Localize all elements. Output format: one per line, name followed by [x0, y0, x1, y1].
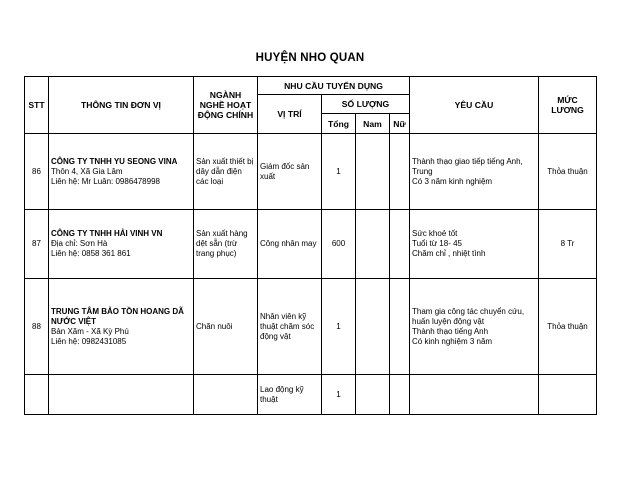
row-requirements: Thành thạo giao tiếp tiếng Anh, Trung Có 3 năm kinh nghiệm [410, 134, 539, 210]
header-male: Nam [356, 114, 390, 134]
row-salary: 8 Tr [539, 210, 597, 279]
header-salary: MỨC LƯƠNG [539, 77, 597, 134]
row-salary: Thỏa thuận [539, 279, 597, 375]
row-salary: Thỏa thuận [539, 134, 597, 210]
row-total: 1 [322, 279, 356, 375]
row-requirements [410, 375, 539, 415]
recruitment-table [24, 76, 597, 415]
header-requirements: YÊU CẦU [410, 77, 539, 134]
row-stt: 87 [25, 210, 49, 279]
page-title: HUYỆN NHO QUAN [255, 52, 365, 64]
row-total: 1 [322, 375, 356, 415]
row-male [356, 375, 390, 415]
header-total: Tổng [322, 114, 356, 134]
row-unit-info: CÔNG TY TNHH HẢI VINH VN Địa chỉ: Sơn Hà Liên hệ: 0858 361 861 [49, 210, 194, 279]
row-male [356, 210, 390, 279]
row-total: 1 [322, 134, 356, 210]
row-stt: 86 [25, 134, 49, 210]
row-position: Lao động kỹ thuật [258, 375, 322, 415]
row-position: Giám đốc sản xuất [258, 134, 322, 210]
row-industry [194, 375, 258, 415]
header-stt: STT [25, 77, 49, 134]
row-male [356, 279, 390, 375]
row-total: 600 [322, 210, 356, 279]
header-quantity: SỐ LƯỢNG [322, 95, 410, 114]
row-requirements: Sức khoẻ tốt Tuổi từ 18- 45 Chăm chỉ , nhiệt tình [410, 210, 539, 279]
row-requirements: Tham gia công tác chuyển cứu, huấn luyện động vật Thành thạo tiếng Anh Có kinh nghiệm 3 năm [410, 279, 539, 375]
row-unit-info: CÔNG TY TNHH YU SEONG VINA Thôn 4, Xã Gia Lâm Liên hệ: Mr Luân: 0986478998 [49, 134, 194, 210]
row-unit-info: TRUNG TÂM BẢO TỒN HOANG DÃ NƯỚC VIỆT Bản Xăm - Xã Kỳ Phú Liên hệ: 0982431085 [49, 279, 194, 375]
table-row [25, 210, 597, 279]
header-info: THÔNG TIN ĐƠN VỊ [49, 77, 194, 134]
table-row [25, 375, 597, 415]
row-industry: Sản xuất hàng dệt sẵn (trừ trang phục) [194, 210, 258, 279]
header-industry: NGÀNH NGHỀ HOẠT ĐỘNG CHÍNH [194, 77, 258, 134]
header-female: Nữ [390, 114, 410, 134]
row-female [390, 375, 410, 415]
row-male [356, 134, 390, 210]
row-industry: Chăn nuôi [194, 279, 258, 375]
table-row [25, 279, 597, 375]
row-female [390, 210, 410, 279]
table-row [25, 134, 597, 210]
row-industry: Sản xuất thiết bị dây dẫn điện các loại [194, 134, 258, 210]
row-female [390, 279, 410, 375]
row-unit-info [49, 375, 194, 415]
row-salary [539, 375, 597, 415]
row-position: Nhân viên kỹ thuật chăm sóc động vật [258, 279, 322, 375]
header-demand: NHU CẦU TUYỂN DỤNG [258, 77, 410, 95]
row-stt [25, 375, 49, 415]
row-stt: 88 [25, 279, 49, 375]
row-female [390, 134, 410, 210]
row-position: Công nhân may [258, 210, 322, 279]
header-position: VỊ TRÍ [258, 95, 322, 134]
